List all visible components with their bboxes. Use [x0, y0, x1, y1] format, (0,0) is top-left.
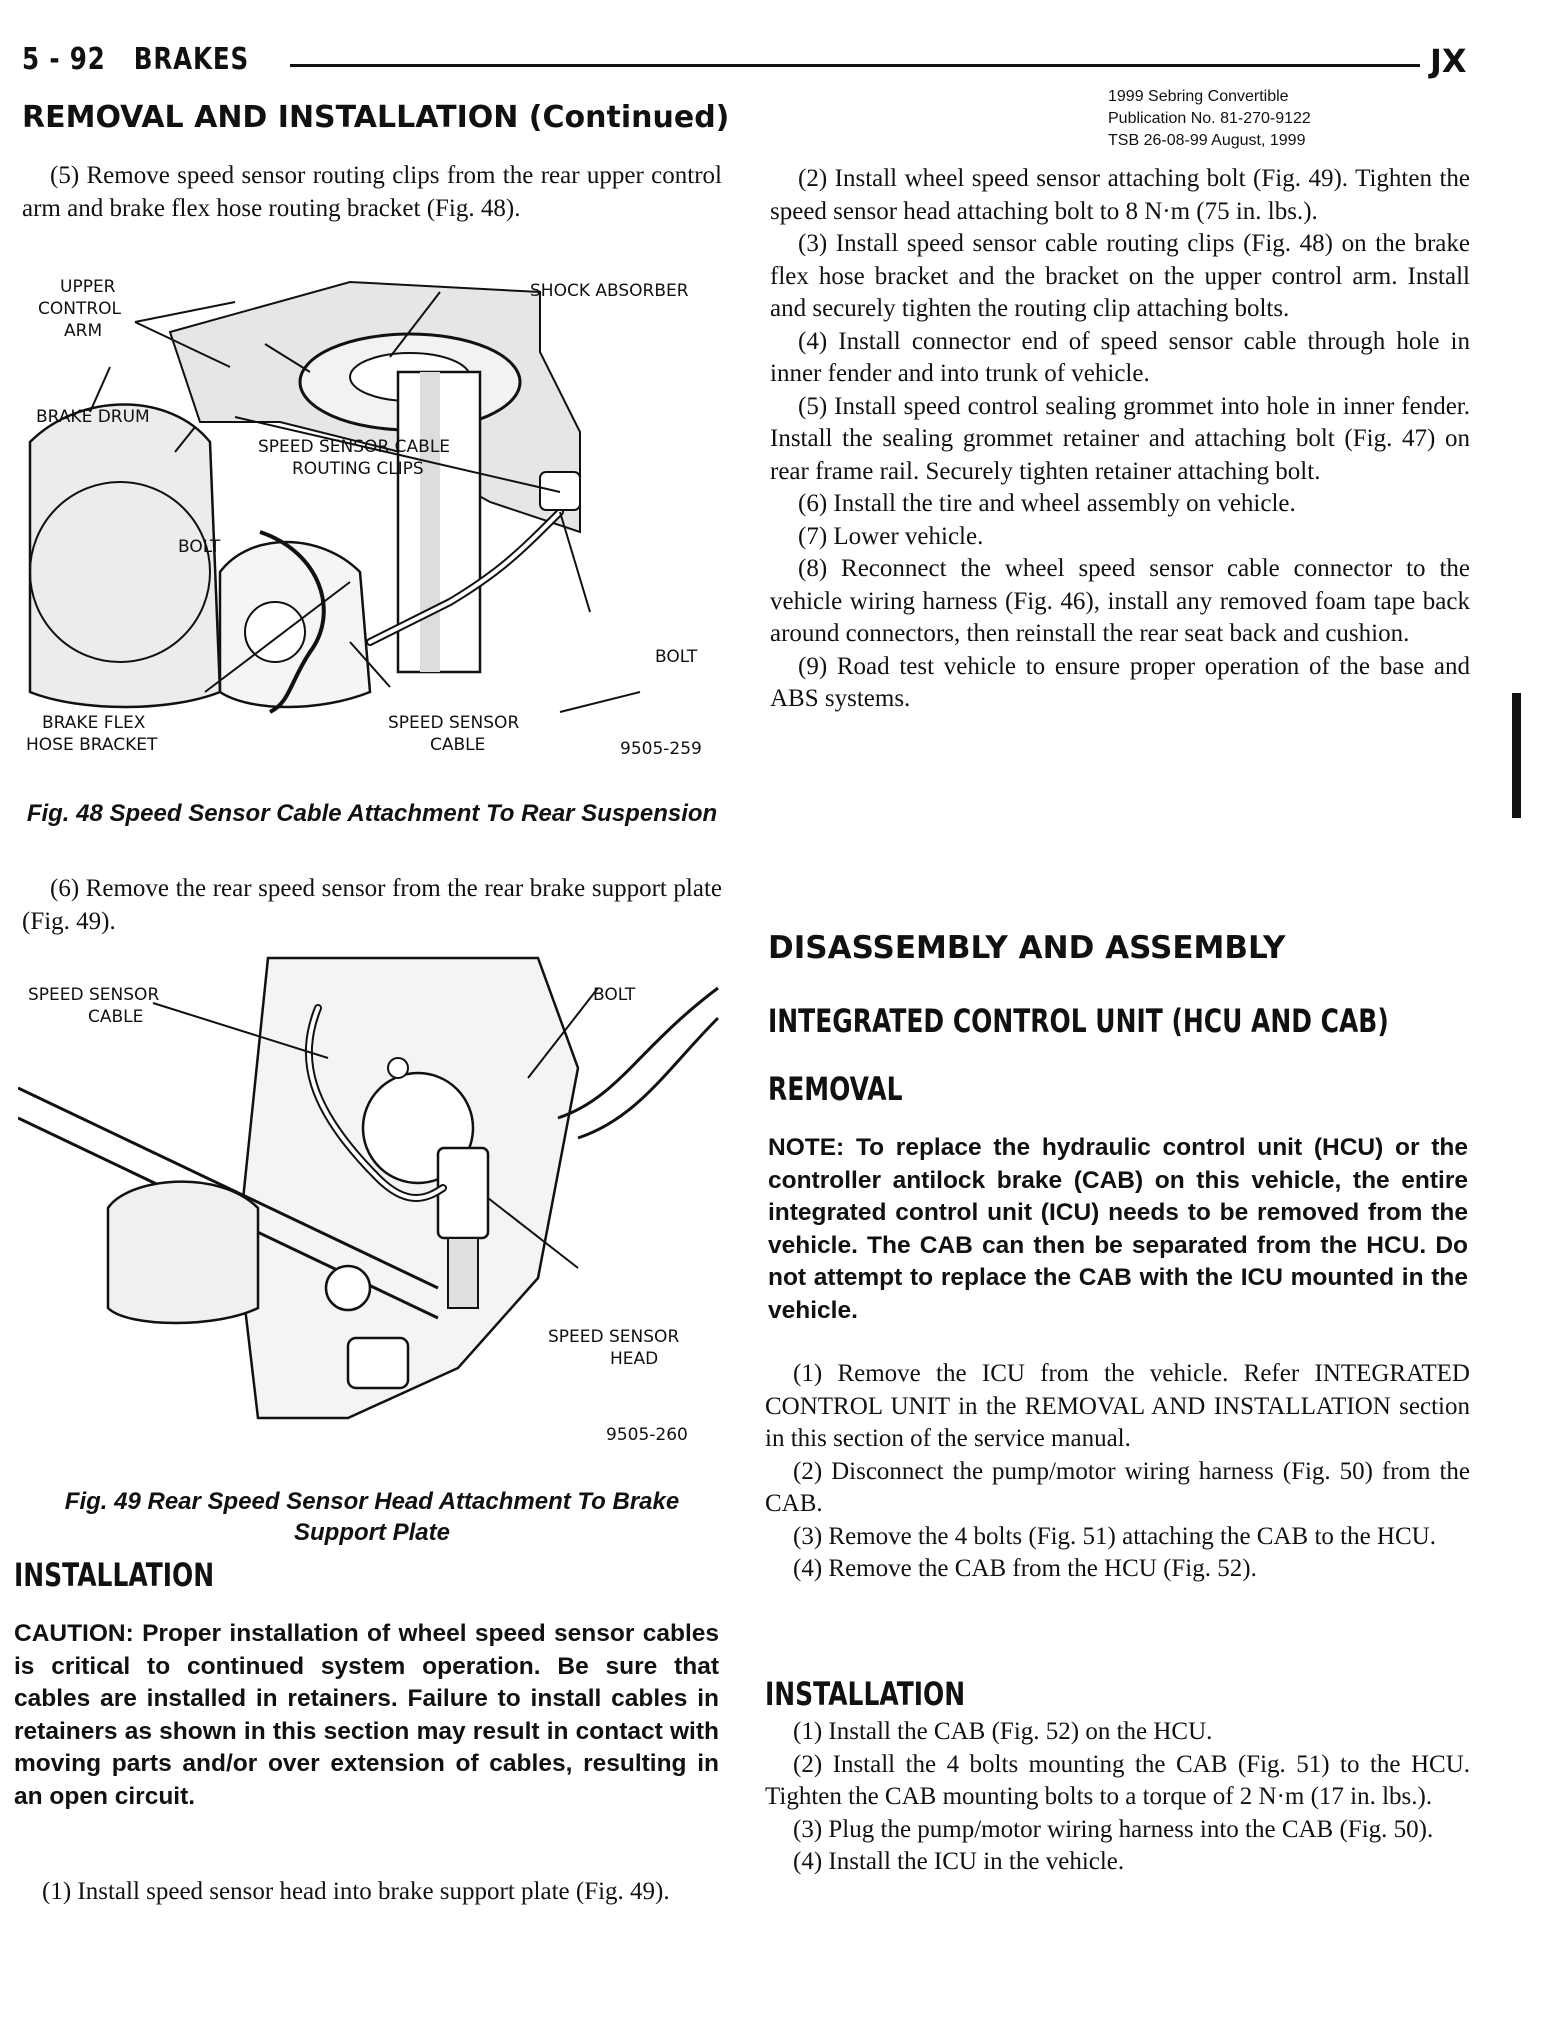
bushing [348, 1338, 408, 1388]
step-text: (4) Install connector end of speed sensor cable through hole in inner fender and into trunk of vehicle. [770, 327, 1470, 387]
label-cable: CABLE [88, 1007, 144, 1027]
label-shock-absorber: SHOCK ABSORBER [530, 281, 689, 301]
left-install-step-1 [14, 1876, 719, 1909]
removal-heading: REMOVAL [768, 1070, 903, 1108]
step-text: (1) Install the CAB (Fig. 52) on the HCU. [793, 1718, 1213, 1745]
page-header [22, 42, 249, 77]
step-text: (5) Remove speed sensor routing clips from the rear upper control arm and brake flex hose routing bracket (Fig. 48). [22, 162, 722, 222]
label-speed-sensor-cable: SPEED SENSOR CABLE [258, 437, 451, 457]
label-speed-sensor-head-2: HEAD [610, 1349, 659, 1369]
step-text: (4) Remove the CAB from the HCU (Fig. 52). [793, 1555, 1257, 1582]
section-title: REMOVAL AND INSTALLATION (Continued) [22, 100, 730, 135]
step-text: (3) Plug the pump/motor wiring harness into the CAB (Fig. 50). [793, 1815, 1434, 1843]
step-text: (2) Disconnect the pump/motor wiring harness (Fig. 50) from the CAB. [765, 1457, 1470, 1517]
installation-heading-right: INSTALLATION [765, 1675, 966, 1713]
section-name: BRAKES [133, 42, 250, 77]
note-text: NOTE: To replace the hydraulic control unit (HCU) or the controller antilock brake (CAB) on this vehicle, the entire integrated control unit (ICU) needs to be removed from the vehicle. The CAB can then be separated from the HCU. Do not attempt to replace the CAB with the ICU mounted in the vehicle. [768, 1134, 1468, 1324]
speed-sensor-head [438, 1148, 488, 1238]
removal-steps [765, 1358, 1470, 1586]
label-control: CONTROL [38, 299, 122, 319]
left-step-6 [22, 873, 722, 938]
label-brake-flex: BRAKE FLEX [42, 713, 146, 733]
step-text: (8) Reconnect the wheel speed sensor cable connector to the vehicle wiring harness (Fig. 46), install any removed foam tape back around connectors, then reinstall the rear seat back and cushion. [770, 555, 1470, 647]
change-bar [1512, 693, 1521, 818]
plate-hole [388, 1058, 408, 1078]
label-arm: ARM [64, 321, 103, 341]
step-text: (1) Install speed sensor head into brake support plate (Fig. 49). [42, 1878, 670, 1905]
right-steps-top [770, 163, 1470, 716]
hub [245, 602, 305, 662]
manual-code: JX [1430, 42, 1467, 80]
step-text: (4) Install the ICU in the vehicle. [793, 1848, 1125, 1875]
publication-line: 1999 Sebring Convertible [1108, 88, 1289, 105]
figure-number: 9505-260 [606, 1425, 688, 1445]
label-bolt-right: BOLT [655, 647, 698, 667]
figure-49-illustration [18, 948, 723, 1448]
step-text: (6) Remove the rear speed sensor from the rear brake support plate (Fig. 49). [22, 875, 722, 935]
step-text: (9) Road test vehicle to ensure proper operation of the base and ABS systems. [770, 652, 1470, 712]
figure-49-caption: Fig. 49 Rear Speed Sensor Head Attachment To Brake Support Plate [64, 1488, 680, 1546]
publication-line: Publication No. 81-270-9122 [1108, 110, 1311, 127]
caution-text: CAUTION: Proper installation of wheel speed sensor cables is critical to continued system operation. Be sure that cables are installed in retainers. Failure to install cables in retainers as shown in this section may result in contact with moving parts and/or over extension of cables, resulting in an open circuit. [14, 1620, 719, 1810]
label-hose-bracket: HOSE BRACKET [26, 735, 158, 755]
figure-number: 9505-259 [620, 739, 702, 759]
shock-shading [420, 372, 440, 672]
disassembly-heading: DISASSEMBLY AND ASSEMBLY [768, 930, 1286, 966]
step-text: (3) Install speed sensor cable routing clips (Fig. 48) on the brake flex hose bracket and the bracket on the upper control arm. Install and securely tighten the routing clip attaching bolts. [770, 230, 1470, 322]
step-text: (1) Remove the ICU from the vehicle. Refer INTEGRATED CONTROL UNIT in the REMOVAL AND INSTALLATION section in this section of the service manual. [765, 1360, 1470, 1452]
header-rule [290, 64, 1420, 67]
figure-48-caption: Fig. 48 Speed Sensor Cable Attachment To Rear Suspension [26, 800, 718, 827]
step-text: (2) Install wheel speed sensor attaching bolt (Fig. 49). Tighten the speed sensor head attaching bolt to 8 N·m (75 in. lbs.). [770, 165, 1470, 225]
left-step-5 [22, 160, 722, 225]
label-routing-clips: ROUTING CLIPS [292, 459, 424, 479]
arm-line-d [578, 1018, 718, 1138]
publication-line: TSB 26-08-99 August, 1999 [1108, 132, 1306, 149]
icu-heading: INTEGRATED CONTROL UNIT (HCU AND CAB) [768, 1002, 1389, 1040]
step-text: (2) Install the 4 bolts mounting the CAB (Fig. 51) to the HCU. Tighten the CAB mounting bolts to a torque of 2 N·m (17 in. lbs.). [765, 1750, 1470, 1810]
label-brake-drum: BRAKE DRUM [36, 407, 150, 427]
label-cable: CABLE [430, 735, 486, 755]
step-text: (7) Lower vehicle. [798, 522, 984, 550]
mounting-bolt [326, 1266, 370, 1310]
step-text: (6) Install the tire and wheel assembly on vehicle. [798, 490, 1296, 517]
page-number: 5 - 92 [22, 42, 106, 77]
install-steps [765, 1716, 1470, 1879]
label-speed-sensor-head-1: SPEED SENSOR [548, 1327, 680, 1347]
installation-heading: INSTALLATION [14, 1556, 215, 1594]
figure-48-illustration [20, 272, 725, 767]
label-upper: UPPER [60, 277, 116, 297]
hub-bushing [108, 1182, 258, 1323]
sensor-stud [448, 1238, 478, 1308]
label-bolt: BOLT [593, 985, 636, 1005]
label-bolt-left: BOLT [178, 537, 221, 557]
label-speed-sensor: SPEED SENSOR [28, 985, 160, 1005]
publication-info [1108, 86, 1311, 152]
label-speed-sensor: SPEED SENSOR [388, 713, 520, 733]
step-text: (5) Install speed control sealing grommet into hole in inner fender. Install the sealing grommet retainer and attaching bolt (Fig. 47) on rear frame rail. Securely tighten retainer attaching bolt. [770, 392, 1470, 485]
step-text: (3) Remove the 4 bolts (Fig. 51) attaching the CAB to the HCU. [793, 1522, 1436, 1550]
